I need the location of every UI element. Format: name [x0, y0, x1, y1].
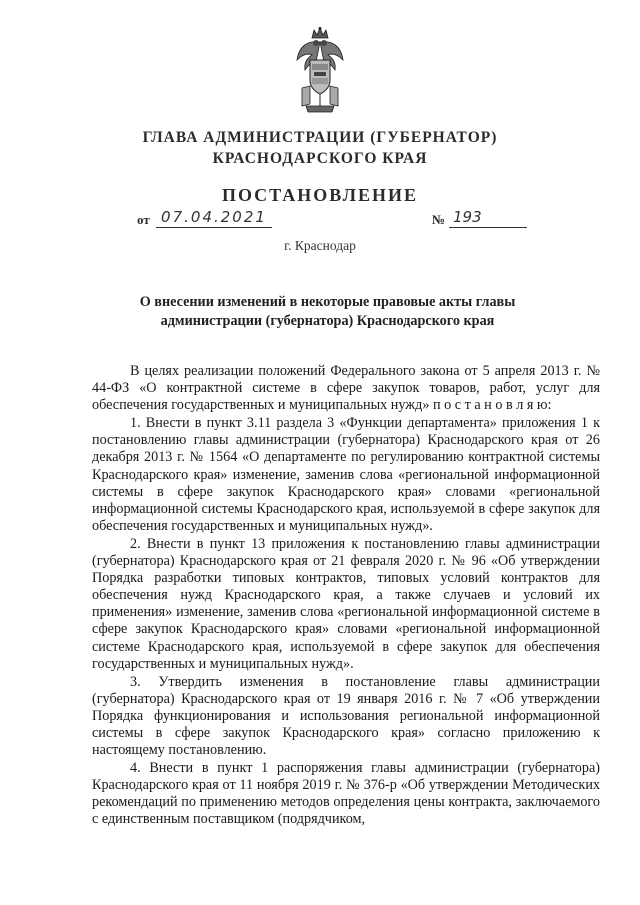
date-label: от: [137, 212, 150, 227]
clause-3-paragraph: 3. Утвердить изменения в постановление главы администрации (губернатора) Краснодарского края от 19 января 2016 г. № 7 «Об утверждении Порядка функционирования и использования региональной информационной системы в сфере закупок Краснодарского края» согласно приложению к настоящему постановлению.: [92, 673, 600, 759]
authority-title-line2: КРАСНОДАРСКОГО КРАЯ: [212, 150, 428, 167]
clause-2-paragraph: 2. Внести в пункт 13 приложения к постановлению главы администрации (губернатора) Краснодарского края от 21 февраля 2020 г. № 96 «Об утверждении Порядка разработки типовых контрактов, типовых условий контрактов для обеспечения нужд Краснодарского края, а также случаев и условий их применения» изменение, заменив слова «региональной информационной системе в сфере закупок Краснодарского края» словами «региональной информационной системе Краснодарского края, используемой в сфере закупок для обеспечения государственных и муниципальных нужд».: [92, 535, 600, 672]
number-label: №: [432, 212, 446, 227]
clause-1-paragraph: 1. Внести в пункт 3.11 раздела 3 «Функции департамента» приложения 1 к постановлению главы администрации (губернатора) Краснодарского края от 26 декабря 2013 г. № 1564 «О департаменте по регулированию контрактной системы Краснодарского края» изменение, заменив слова «региональной информационной системы в сфере закупок Краснодарского края» словами «региональной информационной системы Краснодарского края, используемой в сфере закупок для обеспечения государственных и муниципальных нужд».: [92, 415, 600, 534]
subject-line2: администрации (губернатора) Краснодарского края: [160, 313, 495, 329]
date-value: 07.04.2021: [156, 207, 272, 228]
document-type-title: ПОСТАНОВЛЕНИЕ: [221, 185, 419, 205]
city-name: г. Краснодар: [284, 238, 356, 253]
clause-4-paragraph: 4. Внести в пункт 1 распоряжения главы администрации (губернатора) Краснодарского края от 11 ноября 2019 г. № 376-р «Об утверждении Методических рекомендаций по применению методов определения цены контракта, заключаемого с единственным поставщиком (подрядчиком,: [92, 760, 600, 828]
authority-title-line1: ГЛАВА АДМИНИСТРАЦИИ (ГУБЕРНАТОР): [142, 129, 498, 146]
coat-of-arms-emblem: [294, 26, 346, 116]
number-value: 193: [449, 207, 527, 228]
document-body: [92, 363, 600, 829]
subject-line1: О внесении изменений в некоторые правовые акты главы: [139, 294, 516, 310]
preamble-paragraph: В целях реализации положений Федерального закона от 5 апреля 2013 г. № 44-ФЗ «О контрактной системе в сфере закупок товаров, работ, услуг для обеспечения государственных и муниципальных нужд» п о с т а н о в л я ю:: [92, 363, 600, 414]
